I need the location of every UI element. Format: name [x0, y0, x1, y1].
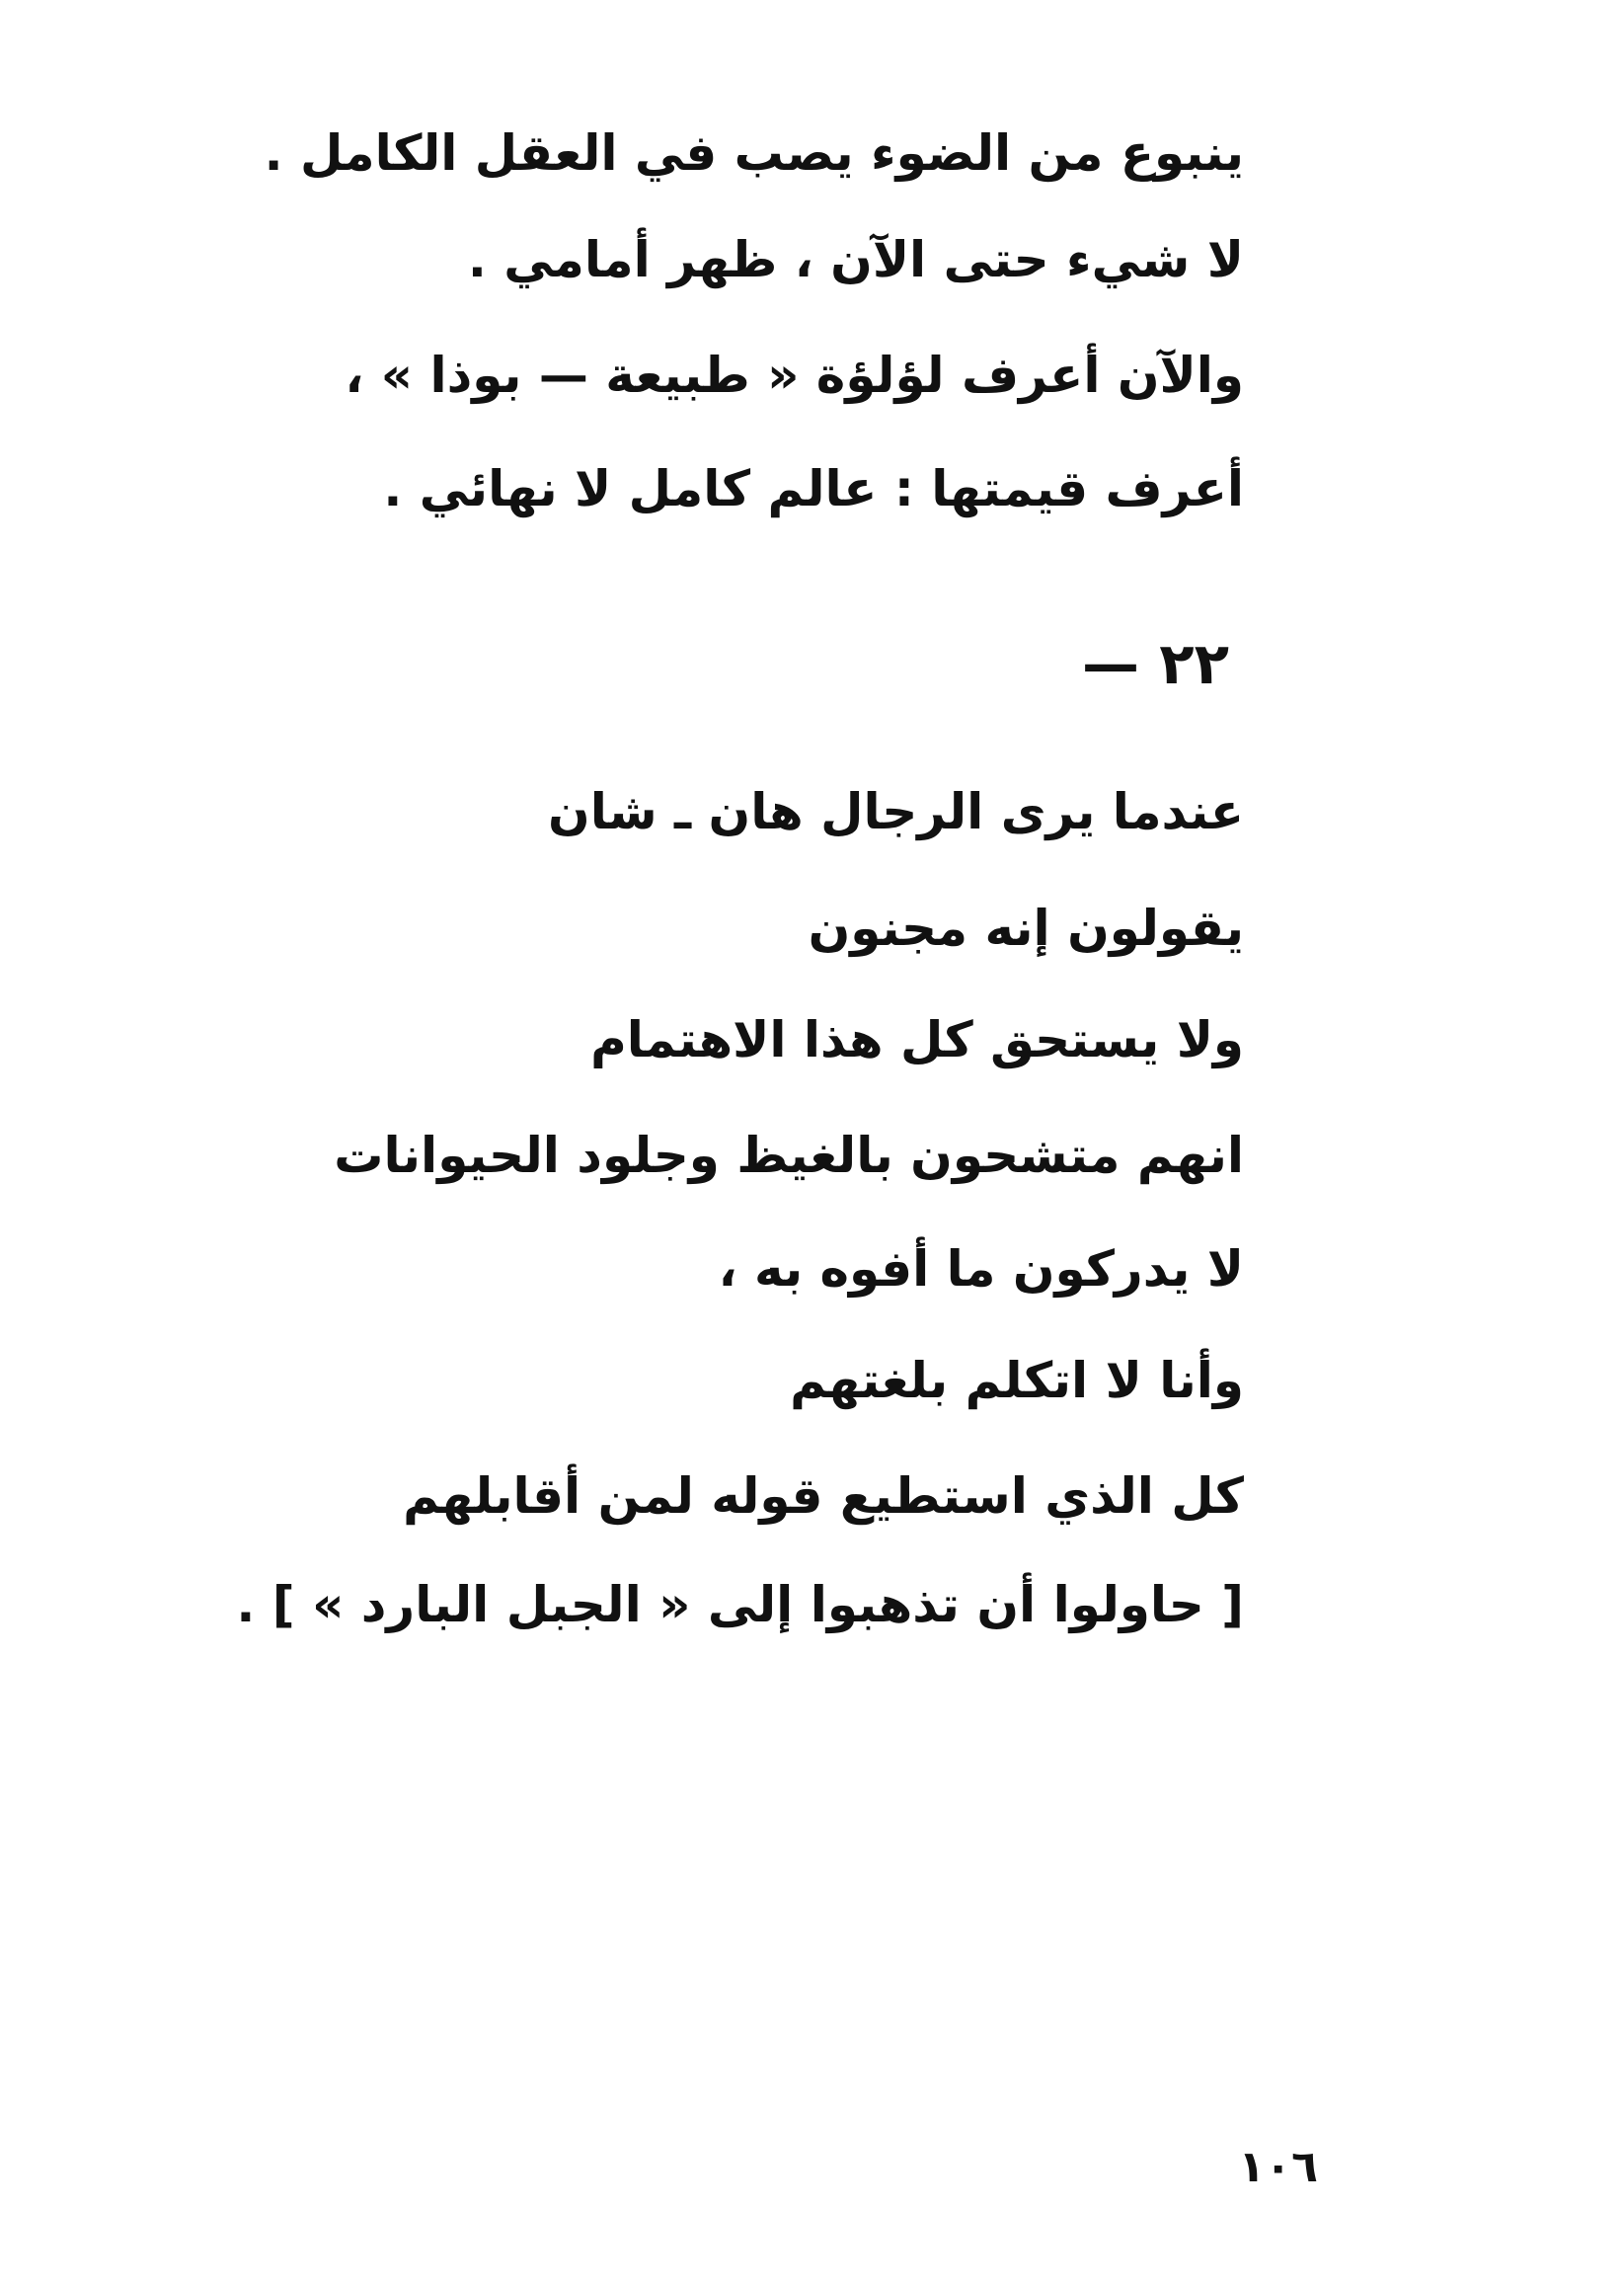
poem-line: لا يدركون ما أفوه به ،	[718, 1240, 1244, 1298]
poem-line: عندما يرى الرجال هان ـ شان	[548, 783, 1244, 840]
poem-line: ولا يستحق كل هذا الاهتمام	[590, 1011, 1244, 1068]
poem-line: والآن أعرف لؤلؤة « طبيعة — بوذا » ،	[345, 347, 1244, 404]
poem-line: وأنا لا اتكلم بلغتهم	[790, 1352, 1244, 1409]
poem-line: كل الذي استطيع قوله لمن أقابلهم	[403, 1467, 1244, 1525]
page-number: ١٠٦	[1238, 2142, 1318, 2192]
poem-line: لا شيء حتى الآن ، ظهر أمامي .	[467, 231, 1244, 288]
poem-line: يقولون إنه مجنون	[808, 900, 1244, 957]
poem-line: ينبوع من الضوء يصب في العقل الكامل .	[264, 124, 1244, 182]
poem-line: [ حاولوا أن تذهبوا إلى « الجبل البارد » ] .	[236, 1576, 1244, 1633]
poem-line: انهم متشحون بالغيظ وجلود الحيوانات	[334, 1127, 1244, 1184]
section-number: ٢٢ —	[1081, 630, 1229, 697]
poem-line: أعرف قيمتها : عالم كامل لا نهائي .	[383, 460, 1244, 517]
